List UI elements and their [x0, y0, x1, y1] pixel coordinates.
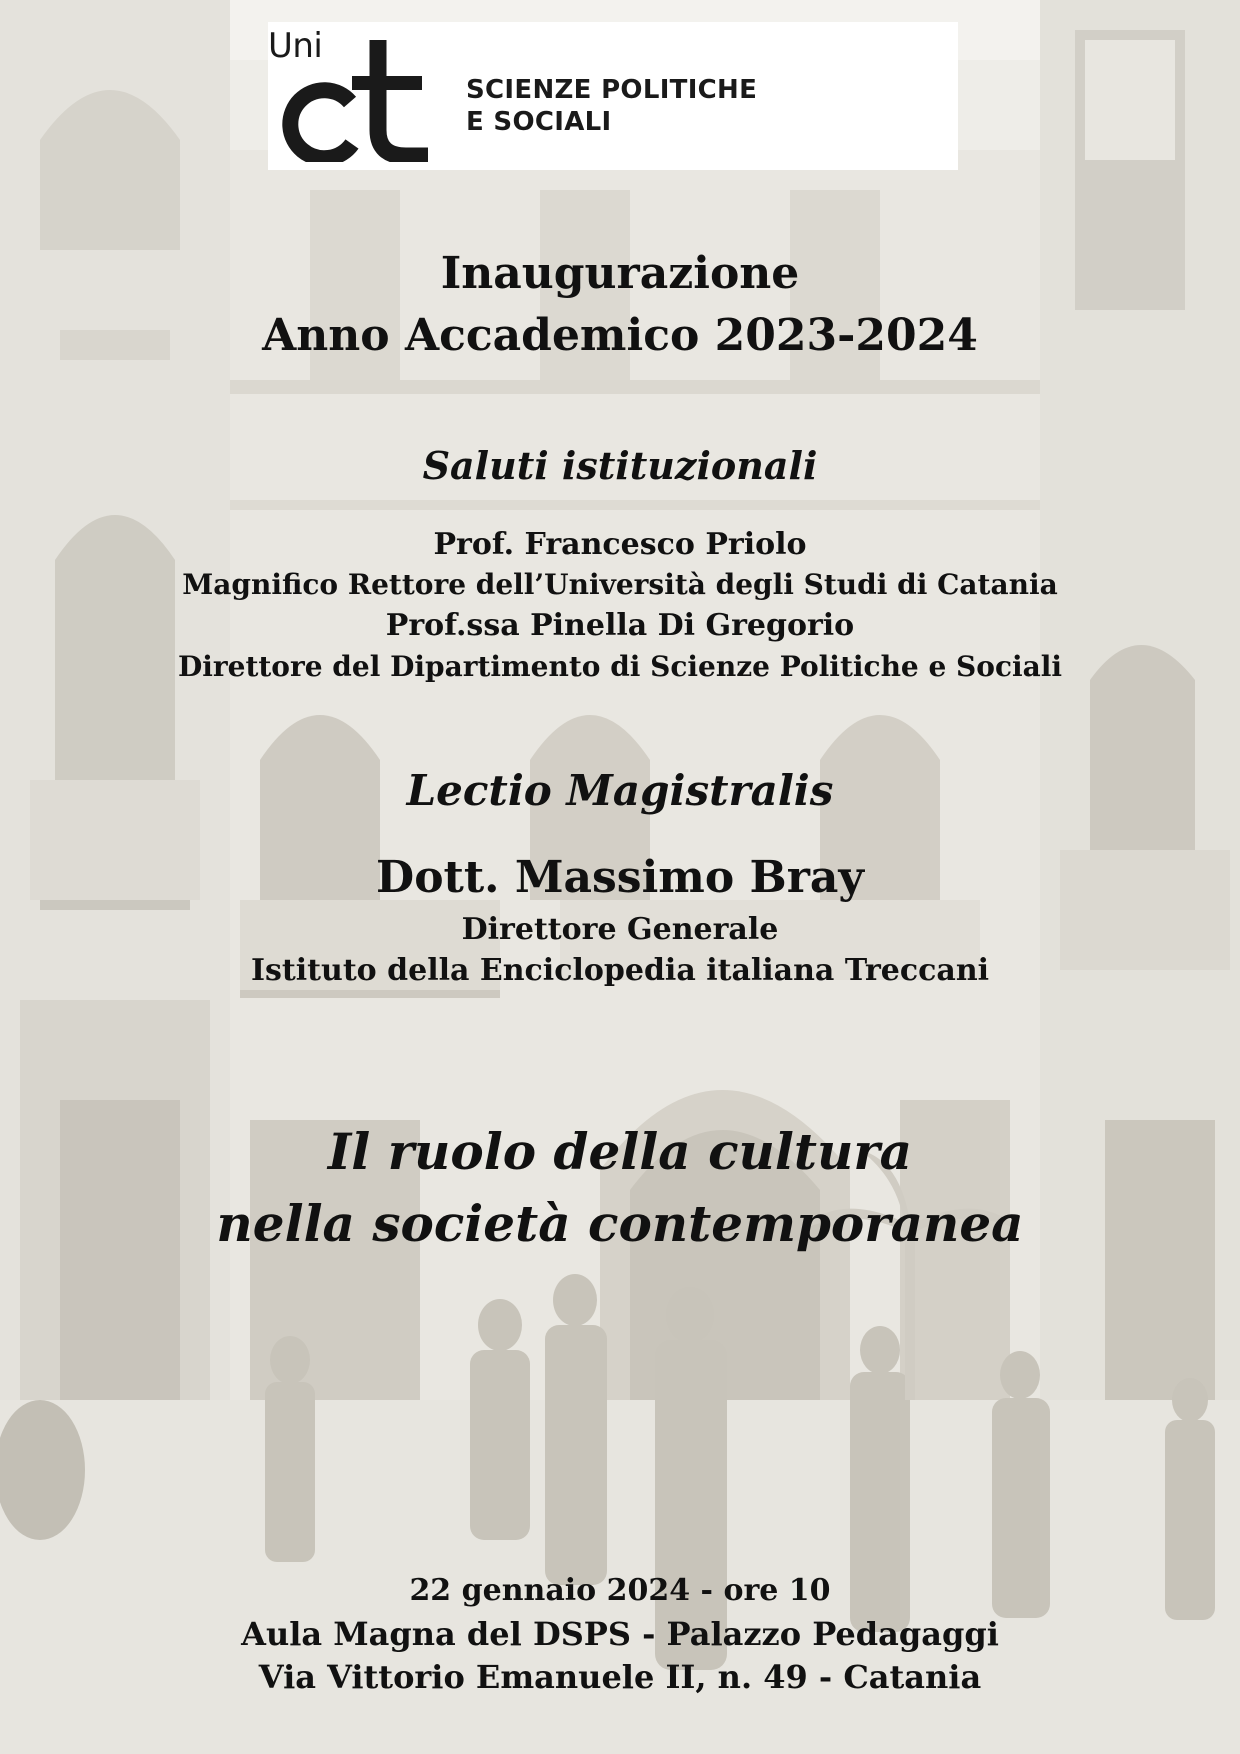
title-academic-year: Anno Accademico 2023-2024	[262, 310, 978, 361]
lecture-speaker-name: Dott. Massimo Bray	[376, 852, 864, 903]
lecture-speaker-role-line1: Direttore Generale	[461, 912, 779, 947]
lecture-topic-line1: Il ruolo della cultura	[327, 1122, 913, 1181]
lecture-topic-line2: nella società contemporanea	[216, 1194, 1024, 1253]
event-venue: Aula Magna del DSPS - Palazzo Pedagaggi	[241, 1615, 999, 1653]
event-address: Via Vittorio Emanuele II, n. 49 - Catania	[258, 1658, 982, 1696]
speaker1-role: Magnifico Rettore dell’Università degli Studi di Catania	[182, 568, 1058, 601]
speaker2-name: Prof.ssa Pinella Di Gregorio	[385, 608, 855, 643]
speaker1-name: Prof. Francesco Priolo	[433, 527, 807, 562]
title-inauguration: Inaugurazione	[440, 248, 800, 299]
logo-uni-text: Uni	[268, 26, 323, 66]
lecture-heading: Lectio Magistralis	[406, 766, 834, 815]
department-name-line1: SCIENZE POLITICHE	[466, 75, 758, 105]
greetings-heading: Saluti istituzionali	[422, 443, 818, 488]
lecture-speaker-role-line2: Istituto della Enciclopedia italiana Treccani	[250, 953, 990, 988]
department-name-line2: E SOCIALI	[466, 107, 612, 137]
speaker2-role: Direttore del Dipartimento di Scienze Politiche e Sociali	[177, 650, 1063, 683]
unict-ct-logo-icon	[266, 30, 436, 162]
event-datetime: 22 gennaio 2024 - ore 10	[409, 1573, 831, 1608]
department-name	[466, 74, 757, 138]
